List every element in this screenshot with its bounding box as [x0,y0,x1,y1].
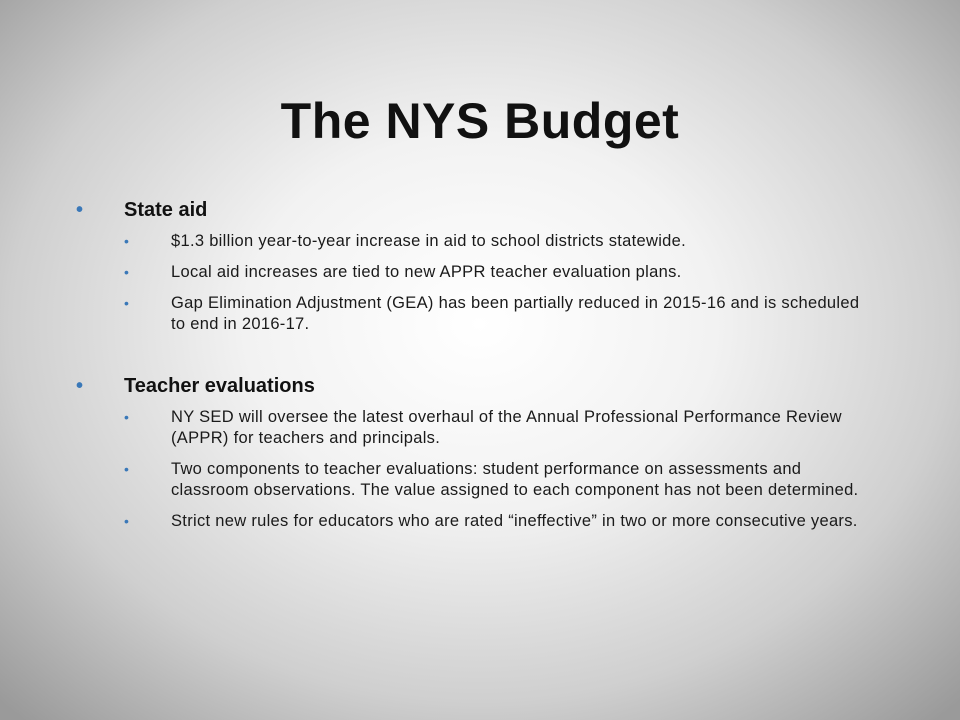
bullet-icon: • [124,264,130,280]
list-item-text: Two components to teacher evaluations: student performance on assessments and classroom observations. The value assigned to each component has not been determined. [171,460,859,499]
slide-content [76,195,876,542]
bullet-icon: • [124,461,130,477]
bullet-list [76,407,876,532]
section-heading [76,371,876,401]
section-heading-text: Teacher evaluations [124,375,315,397]
section-teacher-evaluations [76,371,876,532]
list-item [76,459,876,501]
bullet-icon: • [124,513,130,529]
list-item [76,262,876,283]
bullet-icon: • [76,375,84,397]
bullet-icon: • [124,409,130,425]
list-item-text: Strict new rules for educators who are rated “ineffective” in two or more consecutive years. [171,512,858,530]
section-heading [76,195,876,225]
list-item [76,407,876,449]
section-heading-text: State aid [124,199,208,221]
slide-title: The NYS Budget [280,93,680,149]
bullet-list [76,231,876,335]
list-item-text: Local aid increases are tied to new APPR teacher evaluation plans. [171,263,682,281]
section-state-aid [76,195,876,335]
list-item-text: $1.3 billion year-to-year increase in aid to school districts statewide. [171,232,687,250]
bullet-icon: • [76,199,84,221]
list-item-text: Gap Elimination Adjustment (GEA) has been partially reduced in 2015-16 and is scheduled to end in 2016-17. [171,294,860,333]
list-item [76,231,876,252]
list-item [76,293,876,335]
list-item-text: NY SED will oversee the latest overhaul of the Annual Professional Performance Review (APPR) for teachers and principals. [171,408,842,447]
bullet-icon: • [124,233,130,249]
list-item [76,511,876,532]
bullet-icon: • [124,295,130,311]
